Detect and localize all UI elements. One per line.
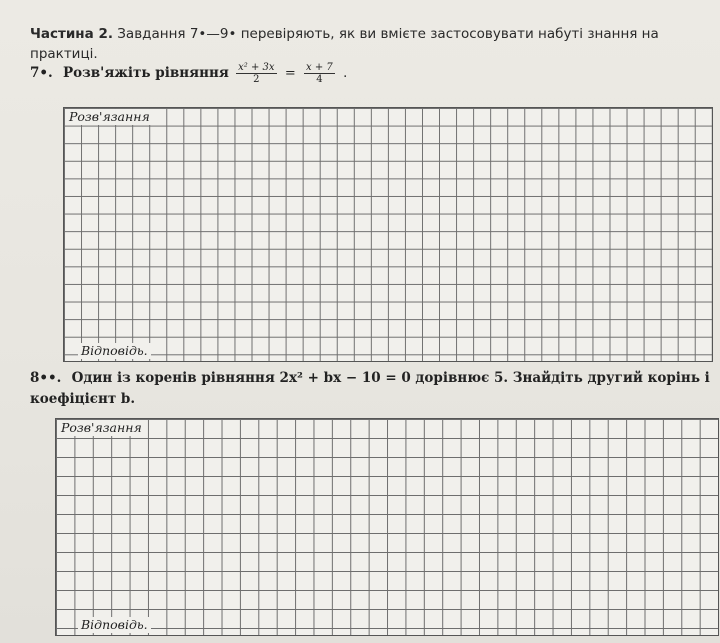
left-denominator: 2	[253, 74, 260, 85]
task-7-solution-label: Розв'язання	[66, 109, 153, 125]
section-header	[30, 24, 700, 64]
task-7-answer-label: Відповідь.	[78, 343, 151, 359]
task-7	[30, 62, 690, 102]
task-8-text: Один із коренів рівняння 2x² + bx − 10 = 0 дорівнює 5. Знайдіть другий корінь і коефіцієнт b.	[30, 370, 710, 407]
task-7-answer-grid[interactable]	[63, 107, 713, 362]
period: .	[343, 66, 348, 81]
equals-sign: =	[284, 66, 296, 81]
task-7-text: Розв'яжіть рівняння	[63, 65, 229, 81]
task-8	[30, 368, 710, 410]
right-fraction	[304, 62, 335, 85]
left-fraction	[236, 62, 276, 85]
task-8-answer-label: Відповідь.	[78, 617, 151, 633]
left-numerator: x² + 3x	[238, 62, 275, 73]
part-label: Частина 2.	[30, 26, 113, 42]
task-8-solution-label: Розв'язання	[58, 420, 145, 436]
right-denominator: 4	[316, 74, 323, 85]
right-numerator: x + 7	[306, 62, 333, 73]
task-8-number: 8••.	[30, 370, 62, 386]
task-7-number: 7•.	[30, 65, 53, 81]
task-8-answer-grid[interactable]	[55, 418, 719, 636]
header-text: Завдання 7•—9• перевіряють, як ви вмієте застосовувати набуті знання на практиці.	[30, 26, 659, 62]
